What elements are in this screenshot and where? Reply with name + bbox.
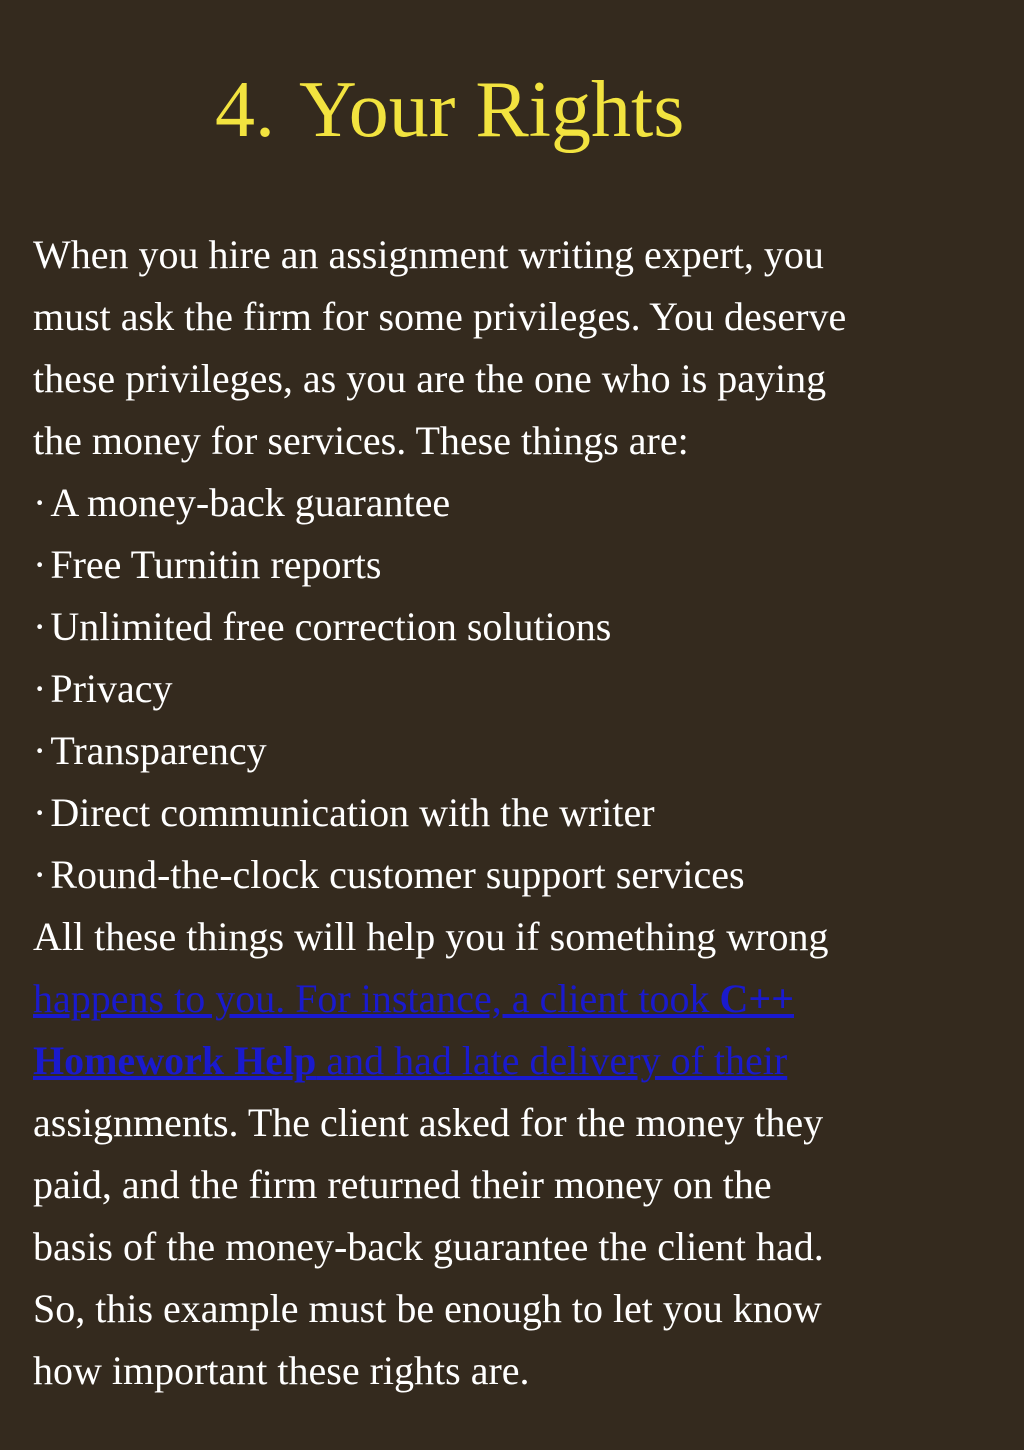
list-item (33, 844, 993, 906)
closing-line: assignments. The client asked for the money they (33, 1100, 824, 1145)
closing-line: So, this example must be enough to let you know (33, 1286, 822, 1331)
link-text-bold: Homework Help (33, 1038, 317, 1083)
page-title (215, 62, 684, 158)
link-line (33, 1030, 993, 1092)
closing-paragraph (33, 906, 993, 1402)
bullet-icon: · (33, 542, 47, 587)
list-item (33, 658, 993, 720)
cpp-homework-help-link[interactable] (33, 976, 794, 1021)
intro-paragraph (33, 224, 993, 472)
cpp-homework-help-link[interactable] (33, 1038, 787, 1083)
list-item-text: Round-the-clock customer support services (50, 852, 745, 897)
bullet-icon: · (33, 790, 47, 835)
closing-line: paid, and the firm returned their money on the (33, 1162, 772, 1207)
bullet-icon: · (33, 604, 47, 649)
link-text: and had late delivery of their (316, 1038, 788, 1083)
closing-line: how important these rights are. (33, 1348, 530, 1393)
bullet-icon: · (33, 852, 47, 897)
section-title-text: Your Rights (299, 66, 685, 154)
intro-line: these privileges, as you are the one who is paying (33, 356, 827, 401)
list-item-text: Unlimited free correction solutions (50, 604, 612, 649)
list-item-text: Free Turnitin reports (50, 542, 382, 587)
bullet-icon: · (33, 666, 47, 711)
link-line (33, 968, 993, 1030)
list-item (33, 472, 993, 534)
rights-list (33, 472, 993, 906)
list-item (33, 596, 993, 658)
closing-line: basis of the money-back guarantee the client had. (33, 1224, 824, 1269)
list-item-text: A money-back guarantee (50, 480, 451, 525)
link-text-bold: C++ (719, 976, 795, 1021)
intro-line: the money for services. These things are: (33, 418, 689, 463)
list-item-text: Transparency (50, 728, 267, 773)
bullet-icon: · (33, 728, 47, 773)
body-content (33, 224, 993, 1402)
list-item-text: Direct communication with the writer (50, 790, 655, 835)
closing-line: All these things will help you if something wrong (33, 914, 829, 959)
intro-line: must ask the firm for some privileges. You deserve (33, 294, 847, 339)
section-number: 4. (215, 66, 275, 154)
list-item (33, 782, 993, 844)
link-text: happens to you. For instance, a client took (33, 976, 720, 1021)
list-item (33, 534, 993, 596)
list-item-text: Privacy (50, 666, 173, 711)
bullet-icon: · (33, 480, 47, 525)
list-item (33, 720, 993, 782)
intro-line: When you hire an assignment writing expert, you (33, 232, 824, 277)
